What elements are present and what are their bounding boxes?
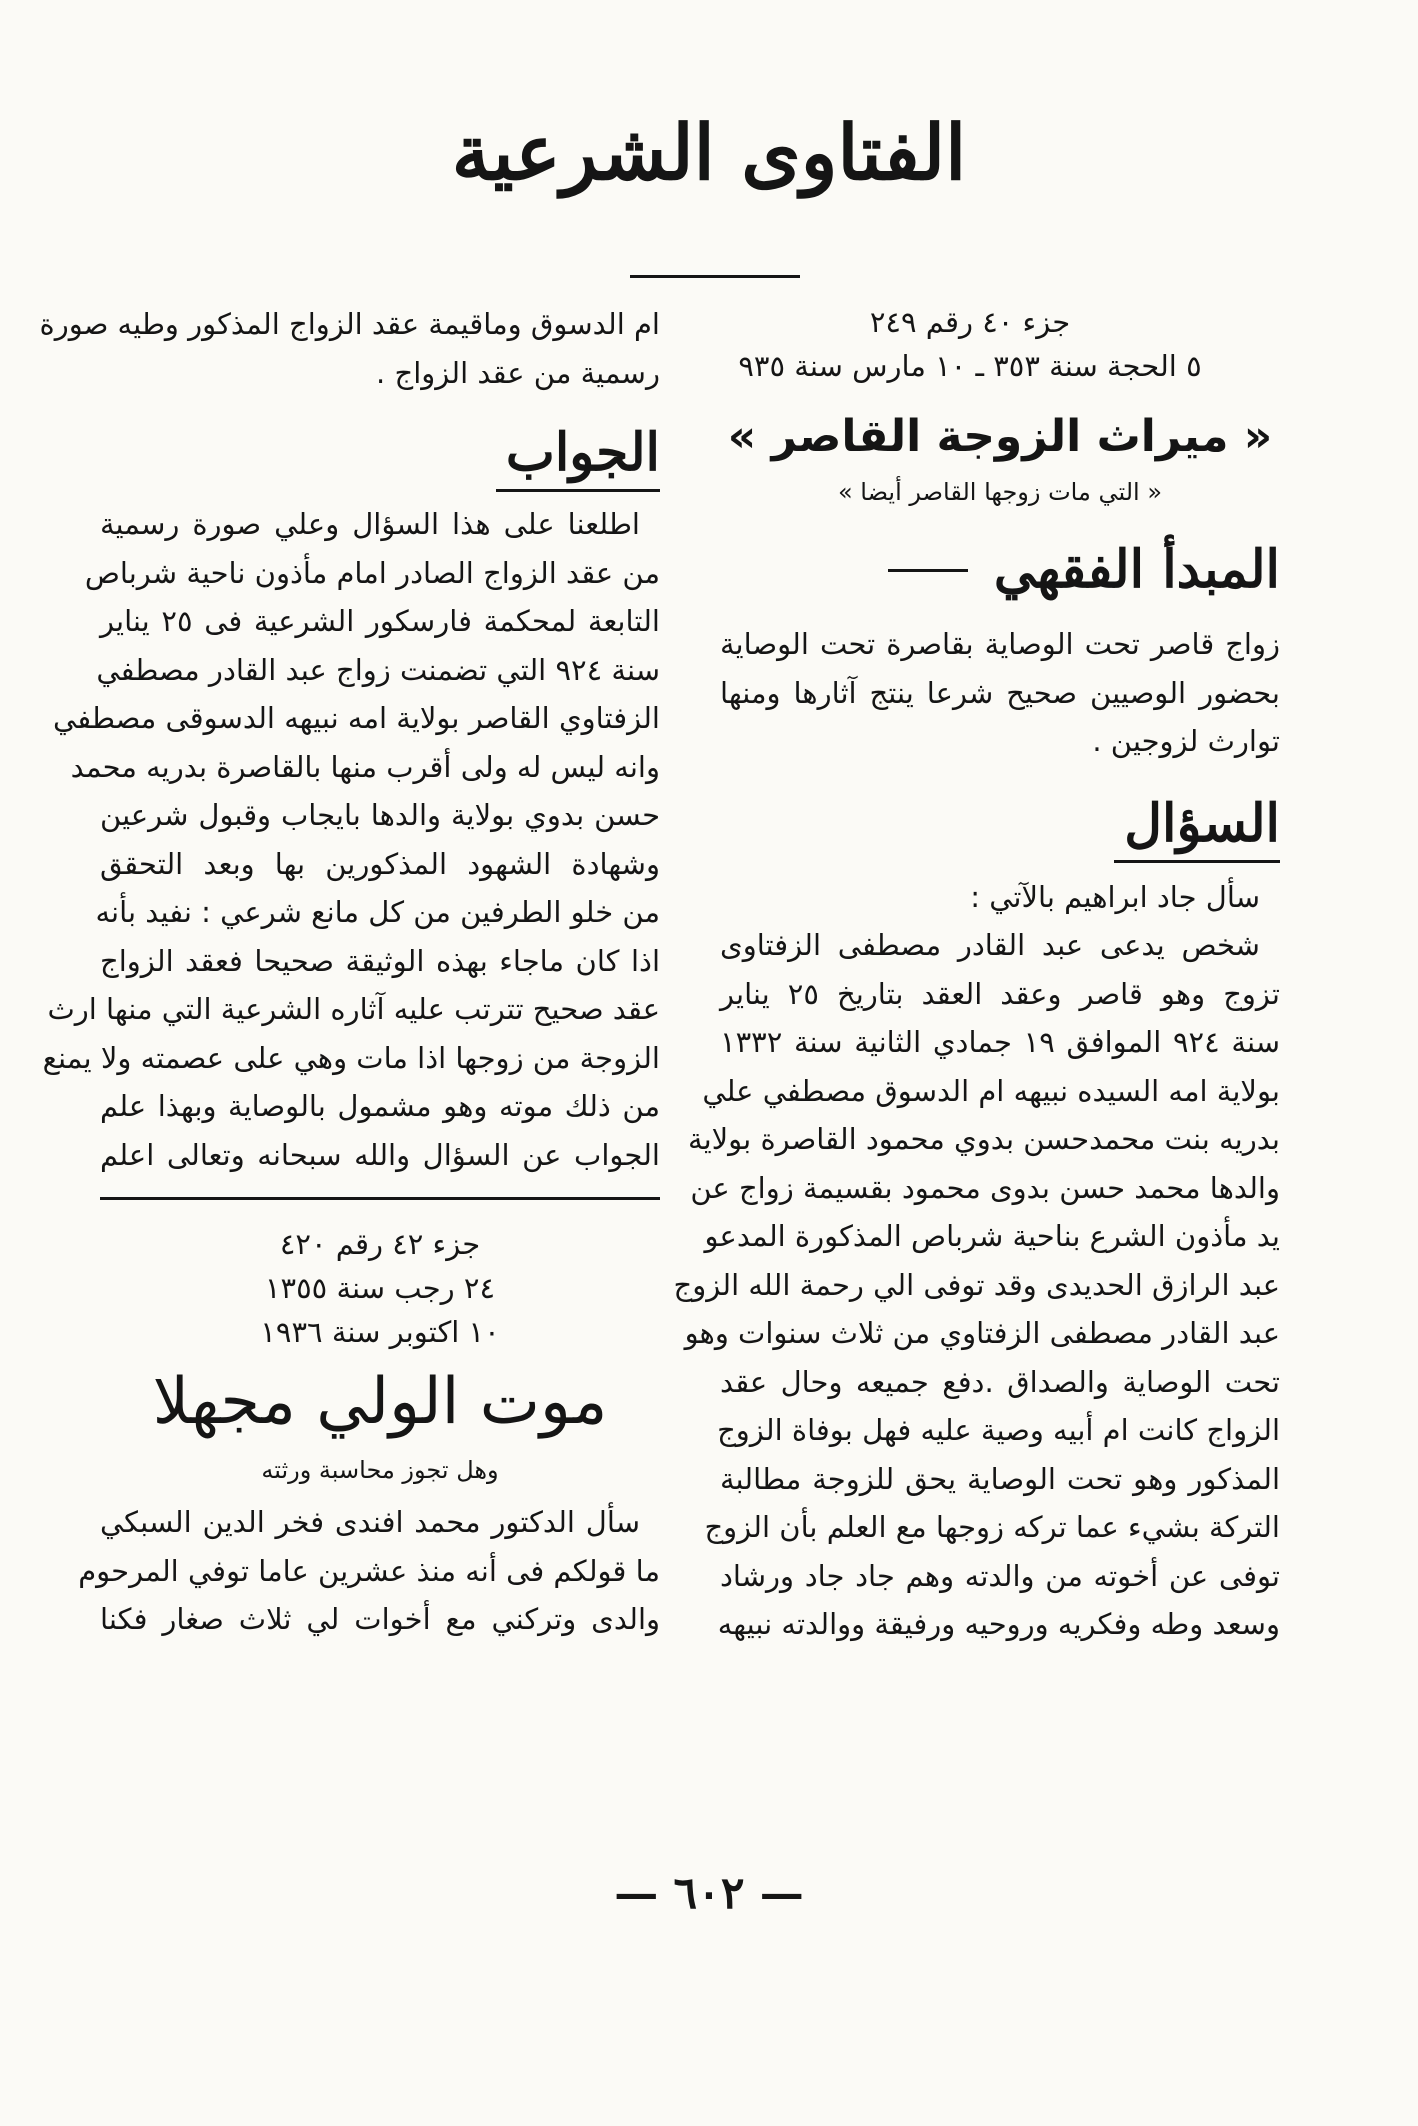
text-line: ما قولكم فى أنه منذ عشرين عاما توفي المرحوم <box>78 1553 660 1588</box>
text-line: رسمية من عقد الزواج . <box>376 355 660 390</box>
left-column <box>39 300 660 1644</box>
text-line: عبد الرازق الحديدى وقد توفى الي رحمة الله الزوج <box>673 1267 1280 1302</box>
text-line: بولاية امه السيده نبيهه ام الدسوق مصطفي علي <box>702 1073 1280 1108</box>
text-line: وسعد وطه وفكريه وروحيه ورفيقة ووالدته نبيهه <box>717 1607 1280 1641</box>
text-line: سأل الدكتور محمد افندى فخر الدين السبكي <box>100 1505 640 1539</box>
principle-heading-row <box>720 534 1280 606</box>
text-line: حسن بدوي بولاية والدها بايجاب وقبول شرعين <box>100 798 660 832</box>
fatwa-heading: « ميراث الزوجة القاصر » <box>727 411 1273 462</box>
ref-line: ١٠ اكتوبر سنة ١٩٣٦ <box>260 1315 500 1349</box>
text-line: من عقد الزواج الصادر امام مأذون ناحية شرباص <box>84 555 660 590</box>
text-line: من ذلك موته وهو مشمول بالوصاية وبهذا علم <box>100 1089 660 1123</box>
text-line: سنة ٩٢٤ التي تضمنت زواج عبد القادر مصطفي <box>96 652 660 687</box>
question-text <box>673 873 1281 1649</box>
text-line: والدها محمد حسن بدوى محمود بقسيمة زواج عن <box>690 1170 1280 1205</box>
text-line: بحضور الوصيين صحيح شرعا ينتج آثارها ومنها <box>720 675 1280 710</box>
ref-line: ٢٤ رجب سنة ١٣٥٥ <box>264 1271 496 1305</box>
text-line: الجواب عن السؤال والله سبحانه وتعالى اعلم <box>100 1137 660 1172</box>
text-line: تحت الوصاية والصداق .دفع جميعه وحال عقد <box>720 1364 1280 1399</box>
text-line: الزفتاوي القاصر بولاية امه نبيهه الدسوقى مصطفي <box>53 701 660 735</box>
text-line: عقد صحيح تترتب عليه آثاره الشرعية التي منها ارث <box>47 992 660 1026</box>
page-number: — ٦٠٢ — <box>614 1868 804 1919</box>
ref-line: جزء ٤٠ رقم ٢٤٩ <box>869 305 1071 339</box>
section-divider <box>100 1197 660 1200</box>
fatwa-subheading: « التي مات زوجها القاصر أيضا » <box>837 478 1163 506</box>
text-line: زواج قاصر تحت الوصاية بقاصرة تحت الوصاية <box>720 627 1280 661</box>
text-line: الزوجة من زوجها اذا مات وهي على عصمته ولا يمنع <box>42 1040 660 1075</box>
text-line: عبد القادر مصطفى الزفتاوي من ثلاث سنوات وهو <box>684 1316 1280 1350</box>
reference-block-2 <box>100 1222 660 1354</box>
ref-line: ٥ الحجة سنة ٣٥٣ ـ ١٠ مارس سنة ٩٣٥ <box>738 349 1202 383</box>
text-line: اطلعنا على هذا السؤال وعلي صورة رسمية <box>100 507 640 541</box>
question-heading-row <box>720 788 1280 863</box>
text-line: المذكور وهو تحت الوصاية يحق للزوجة مطالبة <box>720 1461 1280 1496</box>
text-line: التابعة لمحكمة فارسكور الشرعية فى ٢٥ يناير <box>100 604 660 638</box>
heading-dash <box>888 569 968 572</box>
text-line: الزواج كانت ام أبيه وصية عليه فهل بوفاة الزوج <box>717 1413 1280 1447</box>
ref-line: جزء ٤٢ رقم ٤٢٠ <box>279 1227 481 1261</box>
answer-heading: الجواب <box>496 417 660 492</box>
text-line: من خلو الطرفين من كل مانع شرعي : نفيد بأنه <box>95 895 660 929</box>
reference-block <box>720 300 1280 388</box>
text-line: سأل جاد ابراهيم بالآتي : <box>970 879 1260 914</box>
question2-text <box>78 1498 660 1644</box>
answer-heading-row <box>100 417 660 492</box>
question-heading: السؤال <box>1114 788 1280 863</box>
text-line: التركة بشيء عما تركه زوجها مع العلم بأن الزوج <box>704 1510 1280 1544</box>
text-line: والدى وتركني مع أخوات لي ثلاث صغار فكنا <box>100 1602 660 1636</box>
text-line: اذا كان ماجاء بهذه الوثيقة صحيحا فعقد الزواج <box>100 943 660 978</box>
text-line: بدريه بنت محمدحسن بدوي محمود القاصرة بولاية <box>688 1122 1280 1156</box>
continued-text <box>39 300 660 397</box>
title-rule <box>630 275 800 278</box>
right-column <box>673 300 1281 1649</box>
text-line: توارث لزوجين . <box>1092 724 1280 758</box>
page-title: الفتاوى الشرعية <box>451 108 967 197</box>
text-line: وشهادة الشهود المذكورين بها وبعد التحقق <box>100 846 660 881</box>
fatwa-heading-2: موت الولي مجهلا <box>152 1365 608 1439</box>
principle-heading: المبدأ الفقهي <box>993 539 1280 600</box>
text-line: توفى عن أخوته من والدته وهم جاد جاد ورشاد <box>720 1558 1280 1593</box>
text-line: شخص يدعى عبد القادر مصطفى الزفتاوى <box>720 928 1260 962</box>
text-line: سنة ٩٢٤ الموافق ١٩ جمادي الثانية سنة ١٣٣٢ <box>720 1025 1280 1059</box>
answer-text <box>42 500 660 1179</box>
fatwa-subheading-2: وهل تجوز محاسبة ورثته <box>261 1456 499 1484</box>
text-line: وانه ليس له ولى أقرب منها بالقاصرة بدريه محمد <box>70 749 660 784</box>
text-line: يد مأذون الشرع بناحية شرباص المذكورة المدعو <box>704 1219 1280 1253</box>
principle-text <box>720 620 1280 766</box>
text-line: ام الدسوق وماقيمة عقد الزواج المذكور وطيه صورة <box>39 307 660 341</box>
text-line: تزوج وهو قاصر وعقد العقد بتاريخ ٢٥ يناير <box>720 976 1281 1011</box>
